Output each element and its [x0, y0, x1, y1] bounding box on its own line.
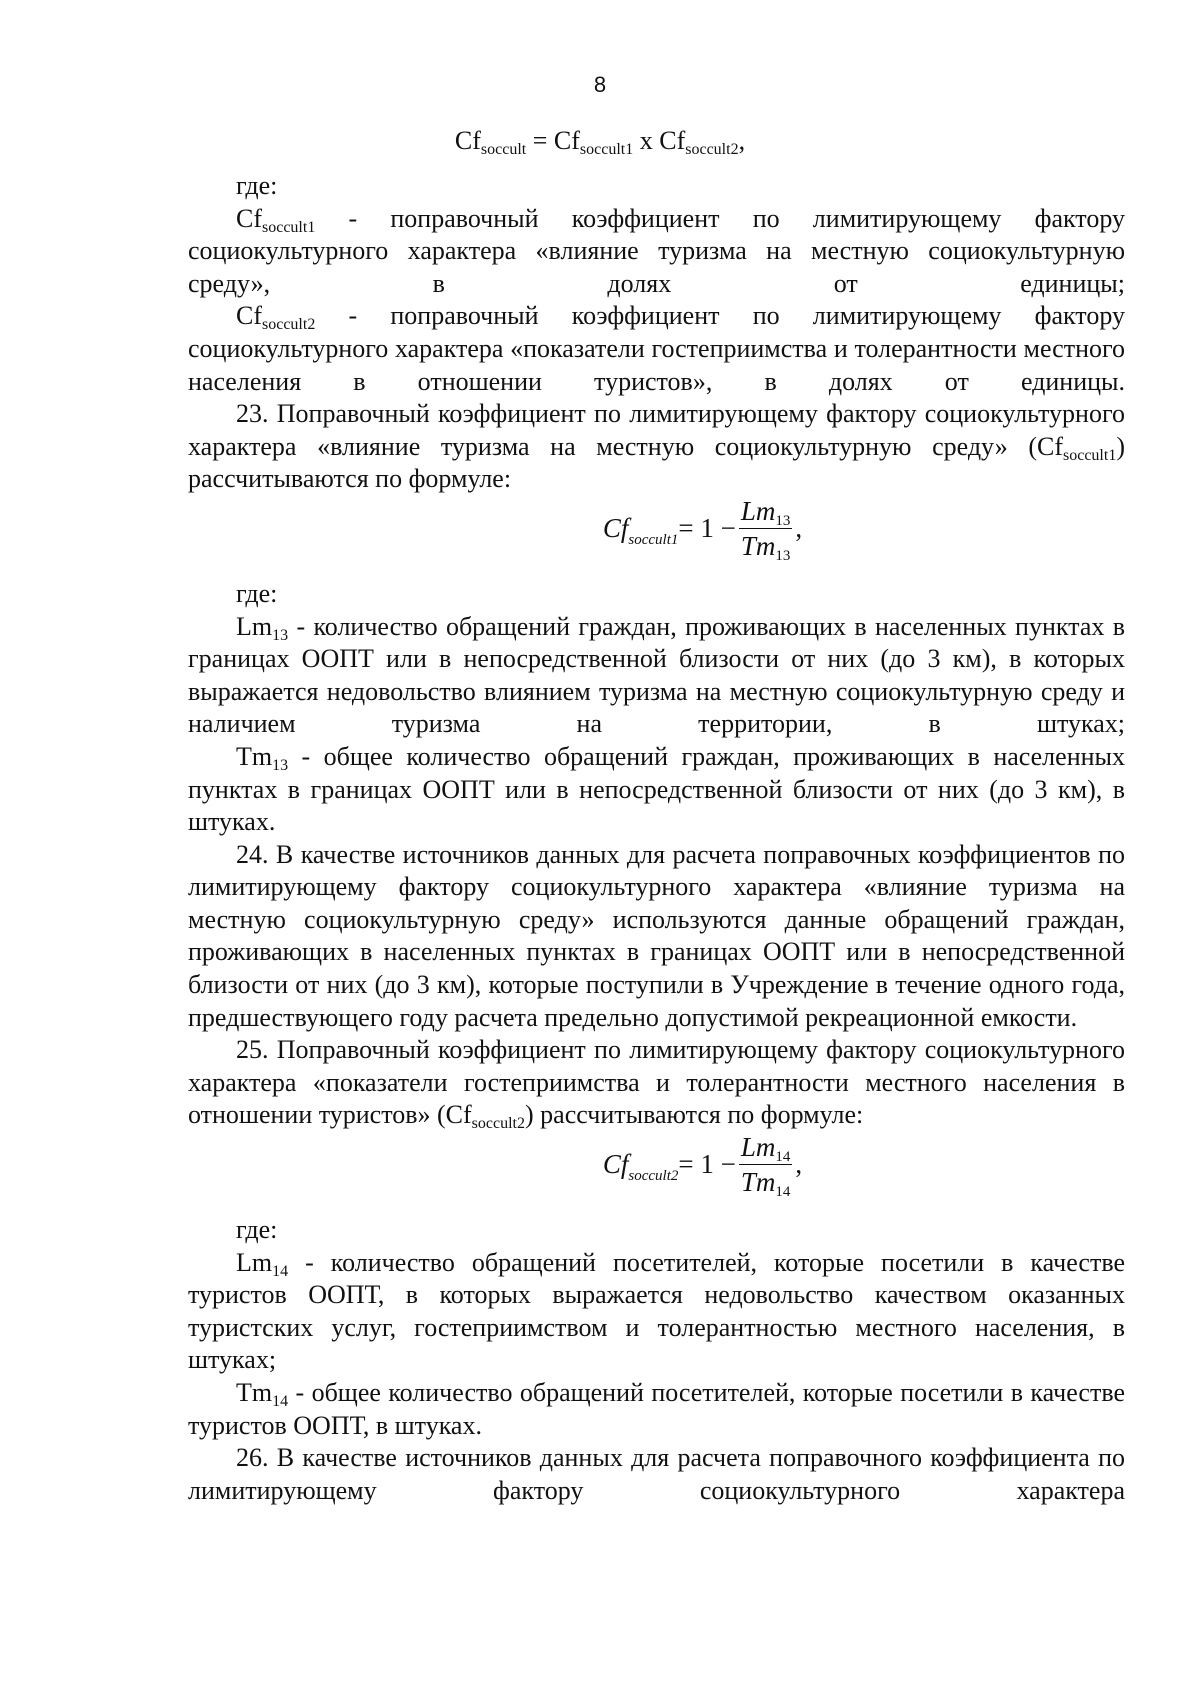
den-sym: Tm	[740, 1167, 776, 1198]
definition-tm14	[188, 1377, 1125, 1442]
p25-sub: soccult2	[471, 1115, 525, 1133]
p23-text-b: ) рассчитываются по формуле:	[188, 431, 1125, 494]
def-symbol-sub: 13	[272, 626, 289, 644]
where-label-1: где:	[236, 171, 278, 200]
formula-eq: =	[526, 126, 554, 155]
num-sym: Lm	[740, 495, 776, 526]
def-text: - поправочный коэффициент по лимитирующему фактору социокультурного характера «влияние туризма на местную социокультурную среду», в долях от единицы;	[188, 203, 1125, 298]
paragraph-26: 26. В качестве источников данных для расчета поправочного коэффициента по лимитирующему фактору социокультурного характера	[188, 1443, 1125, 1505]
def-text: - количество обращений граждан, проживающих в населенных пунктах в границах ООПТ или в непосредственной близости от них (до 3 км), в которых выражается недовольство влиянием туризма на местную социокультурную среду и наличием туризма на территории, в штуках;	[188, 611, 1125, 739]
def-text: - поправочный коэффициент по лимитирующему фактору социокультурного характера «показатели гостеприимства и толерантности местного населения в отношении туристов», в долях от единицы.	[188, 301, 1125, 396]
def-symbol: Tm	[236, 1378, 273, 1407]
formula-23-tail: ,	[795, 513, 803, 544]
def-text: - общее количество обращений граждан, проживающих в населенных пунктах в границах ООПТ или в непосредственной близости от них (до 3 км), в штуках.	[188, 741, 1125, 837]
def-symbol: Cf	[236, 301, 262, 331]
formula-25-lhs	[602, 1148, 679, 1185]
paragraph-24: 24. В качестве источников данных для расчета поправочных коэффициентов по лимитирующему фактору социокультурного характера «влияние туризма на местную социокультурную среду» используются данные обращений граждан, проживающих в населенных пунктах в границах ООПТ или в непосредственной близости от них (до 3 км), которые поступили в Учреждение в течение одного года, предшествующего году расчета предельно допустимой рекреационной емкости.	[188, 839, 1125, 1032]
formula-23-eq: = 1 −	[678, 513, 736, 544]
formula-25-lhs-sub: soccult2	[628, 1168, 679, 1185]
den-sym: Tm	[740, 530, 776, 561]
definition-lm13	[188, 611, 1125, 741]
formula-25-numerator	[739, 1132, 793, 1165]
def-symbol: Cf	[236, 203, 262, 233]
num-sub: 13	[775, 512, 791, 529]
definition-lm14	[188, 1247, 1125, 1377]
formula-times: x	[633, 126, 660, 155]
formula-25-fraction	[739, 1132, 793, 1201]
num-sub: 14	[775, 1149, 791, 1166]
den-sub: 13	[775, 547, 791, 564]
formula-25	[188, 1132, 1125, 1214]
formula-23-lhs-sub: soccult1	[628, 532, 679, 549]
where-label-3: где:	[236, 1215, 278, 1245]
definition-cf-soccult2	[188, 300, 1125, 398]
def-symbol: Lm	[236, 611, 273, 641]
formula-lhs: Cf	[454, 126, 481, 155]
formula-lhs-sub: soccult	[480, 141, 527, 158]
formula-23	[188, 496, 1125, 578]
p23-sub: soccult1	[1063, 446, 1117, 464]
formula-term2-sub: soccult2	[685, 141, 739, 158]
definition-tm13	[188, 741, 1125, 839]
definition-cf-soccult1	[188, 203, 1125, 301]
def-text: - общее количество обращений посетителей, которые посетили в качестве туристов ООПТ, в штуках.	[188, 1378, 1125, 1440]
formula-25-denominator	[739, 1165, 793, 1201]
p25-text-a: 25. Поправочный коэффициент по лимитирующему фактору социокультурного характера «показатели гостеприимства и толерантности местного населения в отношении туристов» (Cf	[188, 1035, 1125, 1130]
def-symbol: Tm	[236, 741, 273, 771]
formula-23-lhs-sym: Cf	[602, 513, 629, 544]
formula-23-numerator	[739, 496, 793, 529]
formula-term2: Cf	[659, 126, 686, 155]
formula-tail: ,	[738, 126, 746, 155]
def-symbol: Lm	[236, 1247, 273, 1277]
formula-25-tail: ,	[795, 1149, 803, 1180]
formula-23-lhs	[602, 512, 679, 549]
paragraph-25	[188, 1034, 1125, 1132]
def-text: - количество обращений посетителей, которые посетили в качестве туристов ООПТ, в которых выражается недовольство качеством оказанных туристских услуг, гостеприимством и толерантностью местного населения, в штуках;	[188, 1247, 1125, 1375]
formula-term1: Cf	[553, 126, 580, 155]
page-number: 8	[593, 72, 607, 97]
formula-23-fraction	[739, 495, 793, 564]
formula-cf-soccult	[0, 126, 1200, 156]
def-symbol-sub: 14	[272, 1262, 289, 1280]
formula-23-denominator	[739, 529, 793, 564]
document-body	[188, 170, 1125, 1507]
formula-25-eq: = 1 −	[678, 1149, 736, 1180]
p23-text-a: 23. Поправочный коэффициент по лимитирующему фактору социокультурного характера «влияние туризма на местную социокультурную среду» (Cf	[188, 399, 1125, 461]
formula-term1-sub: soccult1	[579, 141, 634, 158]
paragraph-23	[188, 398, 1125, 496]
formula-25-lhs-sym: Cf	[602, 1149, 629, 1180]
den-sub: 14	[775, 1184, 791, 1201]
def-symbol-sub: soccult2	[262, 316, 316, 334]
p25-text-b: ) рассчитываются по формуле:	[525, 1100, 864, 1130]
def-symbol-sub: 14	[272, 1393, 289, 1410]
num-sym: Lm	[740, 1132, 776, 1163]
def-symbol-sub: soccult1	[262, 218, 316, 236]
def-symbol-sub: 13	[272, 756, 289, 774]
where-label-2: где:	[236, 578, 278, 608]
